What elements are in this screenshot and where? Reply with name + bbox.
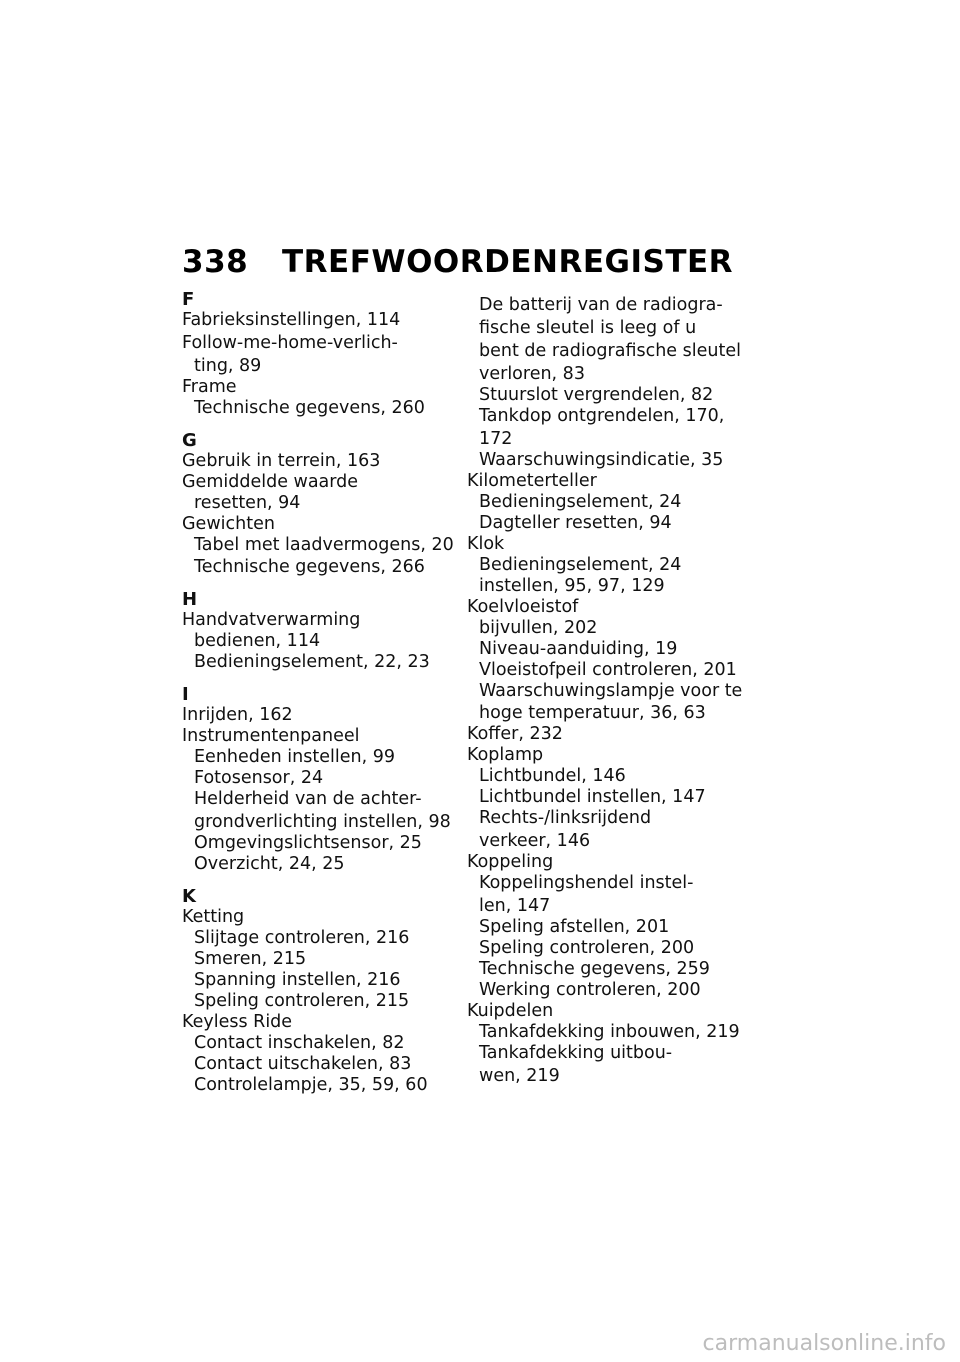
- index-subentry: Technische gegevens, 266: [194, 557, 425, 577]
- index-subentry: Contact inschakelen, 82: [194, 1033, 405, 1053]
- index-subentry: De batterij van de radiogra-: [479, 295, 723, 315]
- index-entry: Gemiddelde waarde: [182, 472, 359, 492]
- index-subentry: Waarschuwingslampje voor te: [479, 681, 743, 701]
- index-subentry: Technische gegevens, 259: [479, 959, 710, 979]
- section-letter-g: G: [182, 430, 197, 451]
- index-subentry: instellen, 95, 97, 129: [479, 576, 665, 596]
- index-subentry: 172: [479, 429, 513, 449]
- index-column-left: [182, 290, 452, 1096]
- index-subentry: Lichtbundel instellen, 147: [479, 787, 706, 807]
- index-subentry: Werking controleren, 200: [479, 980, 701, 1000]
- index-subentry: Bedieningselement, 24: [479, 492, 682, 512]
- index-subentry: Eenheden instellen, 99: [194, 747, 395, 767]
- index-subentry: Spanning instellen, 216: [194, 970, 401, 990]
- index-entry: Fabrieksinstellingen, 114: [182, 310, 401, 330]
- index-subentry: bijvullen, 202: [479, 618, 598, 638]
- index-subentry: wen, 219: [479, 1066, 560, 1086]
- index-entry: Handvatverwarming: [182, 610, 361, 630]
- index-subentry: Dagteller resetten, 94: [479, 513, 672, 533]
- index-subentry: Rechts-/linksrijdend: [479, 808, 652, 828]
- index-subentry: Technische gegevens, 260: [194, 398, 425, 418]
- index-subentry: Bedieningselement, 24: [479, 555, 682, 575]
- index-entry: Koppeling: [467, 852, 554, 872]
- index-entry: Gebruik in terrein, 163: [182, 451, 381, 471]
- index-entry: Instrumentenpaneel: [182, 726, 360, 746]
- index-subentry: Contact uitschakelen, 83: [194, 1054, 412, 1074]
- index-entry: Kuipdelen: [467, 1001, 554, 1021]
- index-subentry: Koppelingshendel instel-: [479, 873, 694, 893]
- index-subentry: Tankafdekking inbouwen, 219: [479, 1022, 740, 1042]
- index-subentry: Speling afstellen, 201: [479, 917, 670, 937]
- index-subentry: Vloeistofpeil controleren, 201: [479, 660, 737, 680]
- index-subentry: len, 147: [479, 896, 551, 916]
- section-letter-i: I: [182, 684, 189, 705]
- index-subentry: Lichtbundel, 146: [479, 766, 626, 786]
- index-entry: Kilometerteller: [467, 471, 597, 491]
- index-subentry: bent de radiografische sleutel: [479, 341, 741, 361]
- index-subentry: Waarschuwingsindicatie, 35: [479, 450, 724, 470]
- index-entry: Inrijden, 162: [182, 705, 293, 725]
- index-subentry: ting, 89: [194, 356, 262, 376]
- index-subentry: Omgevingslichtsensor, 25: [194, 833, 422, 853]
- section-letter-f: F: [182, 289, 195, 310]
- index-subentry: Tabel met laadvermogens, 20: [194, 535, 454, 555]
- page-header: [182, 244, 733, 280]
- index-entry: Koelvloeistof: [467, 597, 579, 617]
- section-letter-k: K: [182, 886, 196, 907]
- index-subentry: Controlelampje, 35, 59, 60: [194, 1075, 428, 1095]
- index-subentry: Helderheid van de achter-: [194, 789, 422, 809]
- index-subentry: verkeer, 146: [479, 831, 591, 851]
- index-subentry: Speling controleren, 200: [479, 938, 695, 958]
- index-column-right: [467, 295, 747, 1087]
- index-subentry: fische sleutel is leeg of u: [479, 318, 697, 338]
- index-entry: Koffer, 232: [467, 724, 563, 744]
- index-subentry: Smeren, 215: [194, 949, 307, 969]
- index-subentry: Tankdop ontgrendelen, 170,: [479, 406, 725, 426]
- index-subentry: Speling controleren, 215: [194, 991, 410, 1011]
- index-entry: Klok: [467, 534, 505, 554]
- index-subentry: Overzicht, 24, 25: [194, 854, 345, 874]
- index-subentry: Stuurslot vergrendelen, 82: [479, 385, 714, 405]
- index-subentry: Bedieningselement, 22, 23: [194, 652, 430, 672]
- page-number: 338: [182, 244, 249, 280]
- index-entry: Keyless Ride: [182, 1012, 293, 1032]
- index-subentry: hoge temperatuur, 36, 63: [479, 703, 706, 723]
- index-subentry: verloren, 83: [479, 364, 585, 384]
- index-subentry: bedienen, 114: [194, 631, 321, 651]
- index-entry: Ketting: [182, 907, 245, 927]
- index-entry: Frame: [182, 377, 237, 397]
- section-letter-h: H: [182, 589, 198, 610]
- index-subentry: Slijtage controleren, 216: [194, 928, 410, 948]
- index-entry: Gewichten: [182, 514, 275, 534]
- index-entry: Follow-me-home-verlich-: [182, 333, 398, 353]
- index-subentry: resetten, 94: [194, 493, 301, 513]
- watermark-text: carmanualsonline.info: [702, 1331, 946, 1356]
- index-entry: Koplamp: [467, 745, 544, 765]
- index-subentry: grondverlichting instellen, 98: [194, 812, 451, 832]
- index-subentry: Niveau-aanduiding, 19: [479, 639, 678, 659]
- index-subentry: Tankafdekking uitbou-: [479, 1043, 673, 1063]
- index-subentry: Fotosensor, 24: [194, 768, 324, 788]
- page-title: TREFWOORDENREGISTER: [282, 244, 734, 280]
